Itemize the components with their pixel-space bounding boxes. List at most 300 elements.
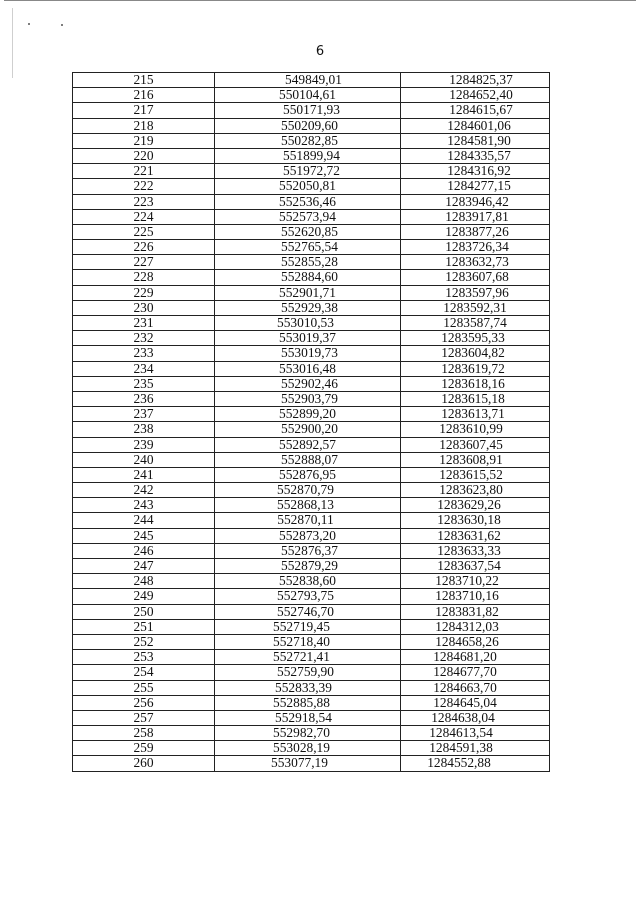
table-row [73,604,550,619]
scan-left-margin-line [12,8,13,78]
x-coordinate-cell [215,574,401,589]
y-coordinate-cell-text: 1283633,33 [437,543,501,558]
table-row [73,619,550,634]
point-number-cell [73,88,215,103]
x-coordinate-cell-text: 552876,95 [279,467,336,482]
point-number-cell-text: 251 [133,619,154,634]
point-number-cell-text: 235 [133,376,154,391]
x-coordinate-cell [215,148,401,163]
table-row [73,346,550,361]
scan-top-border [4,0,636,1]
point-number-cell-text: 230 [133,300,154,315]
y-coordinate-cell [401,680,550,695]
table-row [73,407,550,422]
y-coordinate-cell-text: 1283618,16 [441,376,505,391]
x-coordinate-cell-text: 552765,54 [281,239,338,255]
point-number-cell-text: 258 [133,725,154,741]
x-coordinate-cell-text: 552903,79 [281,391,338,406]
x-coordinate-cell-text: 552929,38 [281,300,338,315]
x-coordinate-cell [215,559,401,574]
y-coordinate-cell-text: 1283613,71 [441,406,505,422]
x-coordinate-cell-text: 551972,72 [283,163,340,179]
y-coordinate-cell-text: 1283710,22 [435,573,499,589]
x-coordinate-cell-text: 552793,75 [277,588,334,604]
point-number-cell [73,103,215,118]
point-number-cell [73,361,215,376]
y-coordinate-cell-text: 1283632,73 [445,254,509,270]
x-coordinate-cell-text: 552902,46 [281,376,338,391]
point-number-cell [73,285,215,300]
y-coordinate-cell-text: 1283597,96 [445,285,509,300]
y-coordinate-cell [401,407,550,422]
x-coordinate-cell-text: 552899,20 [279,406,336,422]
point-number-cell-text: 219 [133,133,154,148]
table-row [73,452,550,467]
x-coordinate-cell [215,224,401,239]
x-coordinate-cell-text: 553028,19 [273,740,330,756]
x-coordinate-cell-text: 553010,53 [277,315,334,330]
point-number-cell [73,559,215,574]
y-coordinate-cell-text: 1283637,54 [437,558,501,573]
scan-speck [61,24,63,26]
point-number-cell-text: 228 [133,269,154,285]
y-coordinate-cell-text: 1283587,74 [443,315,507,330]
x-coordinate-cell [215,103,401,118]
x-coordinate-cell [215,391,401,406]
point-number-cell-text: 243 [133,497,154,513]
scan-speck [28,23,30,25]
point-number-cell [73,452,215,467]
x-coordinate-cell-text: 553019,73 [281,345,338,361]
point-number-cell-text: 253 [133,649,154,665]
table-row [73,164,550,179]
x-coordinate-cell-text: 552838,60 [279,573,336,589]
y-coordinate-cell [401,164,550,179]
x-coordinate-cell [215,452,401,467]
x-coordinate-cell [215,756,401,771]
point-number-cell [73,756,215,771]
point-number-cell-text: 244 [133,512,154,528]
point-number-cell-text: 232 [133,330,154,346]
y-coordinate-cell-text: 1284613,54 [429,725,493,741]
x-coordinate-cell-text: 552870,79 [277,482,334,498]
y-coordinate-cell [401,604,550,619]
table-row [73,543,550,558]
point-number-cell [73,240,215,255]
x-coordinate-cell [215,604,401,619]
x-coordinate-cell [215,619,401,634]
point-number-cell-text: 237 [133,406,154,422]
x-coordinate-cell-text: 551899,94 [283,148,340,163]
y-coordinate-cell [401,224,550,239]
table-row [73,483,550,498]
table-row [73,710,550,725]
y-coordinate-cell-text: 1284316,92 [447,163,511,179]
x-coordinate-cell-text: 553019,37 [279,330,336,346]
x-coordinate-cell [215,513,401,528]
y-coordinate-cell [401,483,550,498]
y-coordinate-cell [401,665,550,680]
table-row [73,285,550,300]
y-coordinate-cell [401,650,550,665]
point-number-cell [73,224,215,239]
point-number-cell [73,604,215,619]
table-row [73,467,550,482]
y-coordinate-cell-text: 1283607,45 [439,437,503,452]
table-row [73,73,550,88]
y-coordinate-cell-text: 1283610,99 [439,421,503,437]
y-coordinate-cell-text: 1284601,06 [447,118,511,133]
point-number-cell [73,619,215,634]
point-number-cell [73,407,215,422]
y-coordinate-cell [401,376,550,391]
x-coordinate-cell-text: 552876,37 [281,543,338,558]
x-coordinate-cell-text: 552050,81 [279,178,336,194]
x-coordinate-cell-text: 552879,29 [281,558,338,573]
point-number-cell [73,467,215,482]
x-coordinate-cell [215,376,401,391]
x-coordinate-cell [215,437,401,452]
y-coordinate-cell-text: 1284658,26 [435,634,499,649]
point-number-cell [73,270,215,285]
point-number-cell-text: 257 [133,710,154,725]
table-row [73,741,550,756]
point-number-cell-text: 246 [133,543,154,558]
table-row [73,300,550,315]
point-number-cell-text: 226 [133,239,154,255]
x-coordinate-cell [215,650,401,665]
y-coordinate-cell-text: 1283615,18 [441,391,505,406]
x-coordinate-cell [215,73,401,88]
x-coordinate-cell [215,179,401,194]
y-coordinate-cell-text: 1283592,31 [443,300,507,315]
coordinates-table-body [73,73,550,772]
x-coordinate-cell-text: 552721,41 [273,649,330,665]
table-row [73,133,550,148]
point-number-cell [73,726,215,741]
y-coordinate-cell [401,528,550,543]
point-number-cell-text: 217 [133,102,154,118]
y-coordinate-cell [401,103,550,118]
point-number-cell-text: 247 [133,558,154,573]
x-coordinate-cell [215,285,401,300]
y-coordinate-cell [401,300,550,315]
x-coordinate-cell [215,498,401,513]
x-coordinate-cell-text: 552901,71 [279,285,336,300]
point-number-cell-text: 225 [133,224,154,239]
y-coordinate-cell-text: 1283831,82 [435,604,499,619]
y-coordinate-cell-text: 1283877,26 [445,224,509,239]
x-coordinate-cell [215,88,401,103]
y-coordinate-cell-text: 1284581,90 [447,133,511,148]
x-coordinate-cell-text: 552719,45 [273,619,330,634]
table-row [73,209,550,224]
y-coordinate-cell [401,437,550,452]
x-coordinate-cell [215,346,401,361]
x-coordinate-cell [215,240,401,255]
table-row [73,680,550,695]
table-row [73,255,550,270]
y-coordinate-cell-text: 1283623,80 [439,482,503,498]
point-number-cell-text: 242 [133,482,154,498]
point-number-cell [73,164,215,179]
y-coordinate-cell [401,726,550,741]
point-number-cell-text: 252 [133,634,154,649]
table-row [73,391,550,406]
x-coordinate-cell [215,589,401,604]
x-coordinate-cell-text: 552892,57 [279,437,336,452]
y-coordinate-cell [401,361,550,376]
y-coordinate-cell-text: 1284825,37 [449,72,513,87]
x-coordinate-cell [215,361,401,376]
point-number-cell-text: 241 [133,467,154,482]
point-number-cell-text: 236 [133,391,154,406]
x-coordinate-cell-text: 552982,70 [273,725,330,741]
table-row [73,726,550,741]
point-number-cell [73,528,215,543]
y-coordinate-cell [401,240,550,255]
y-coordinate-cell [401,285,550,300]
y-coordinate-cell [401,695,550,710]
point-number-cell-text: 259 [133,740,154,756]
y-coordinate-cell-text: 1284312,03 [435,619,499,634]
point-number-cell [73,695,215,710]
y-coordinate-cell [401,316,550,331]
point-number-cell [73,498,215,513]
x-coordinate-cell-text: 552855,28 [281,254,338,270]
x-coordinate-cell [215,543,401,558]
table-row [73,194,550,209]
table-row [73,650,550,665]
point-number-cell [73,634,215,649]
point-number-cell-text: 220 [133,148,154,163]
x-coordinate-cell [215,483,401,498]
table-row [73,224,550,239]
point-number-cell-text: 238 [133,421,154,437]
x-coordinate-cell-text: 550209,60 [281,118,338,133]
x-coordinate-cell-text: 552888,07 [281,452,338,467]
x-coordinate-cell-text: 552746,70 [277,604,334,619]
x-coordinate-cell-text: 552573,94 [279,209,336,224]
table-row [73,665,550,680]
point-number-cell-text: 255 [133,680,154,695]
point-number-cell [73,376,215,391]
y-coordinate-cell [401,346,550,361]
point-number-cell [73,574,215,589]
table-row [73,422,550,437]
point-number-cell [73,422,215,437]
point-number-cell [73,179,215,194]
y-coordinate-cell-text: 1283608,91 [439,452,503,467]
x-coordinate-cell-text: 552918,54 [275,710,332,725]
x-coordinate-cell [215,209,401,224]
x-coordinate-cell [215,407,401,422]
x-coordinate-cell-text: 552900,20 [281,421,338,437]
y-coordinate-cell-text: 1284663,70 [433,680,497,695]
table-row [73,148,550,163]
x-coordinate-cell-text: 552870,11 [277,512,334,528]
x-coordinate-cell [215,118,401,133]
x-coordinate-cell-text: 552718,40 [273,634,330,649]
y-coordinate-cell [401,391,550,406]
table-row [73,695,550,710]
y-coordinate-cell-text: 1283726,34 [445,239,509,255]
x-coordinate-cell-text: 549849,01 [285,72,342,87]
y-coordinate-cell [401,331,550,346]
y-coordinate-cell [401,270,550,285]
point-number-cell [73,391,215,406]
point-number-cell [73,300,215,315]
x-coordinate-cell [215,255,401,270]
point-number-cell-text: 256 [133,695,154,710]
x-coordinate-cell [215,710,401,725]
y-coordinate-cell [401,513,550,528]
y-coordinate-cell [401,634,550,649]
point-number-cell-text: 231 [133,315,154,330]
table-row [73,528,550,543]
x-coordinate-cell-text: 553016,48 [279,361,336,376]
table-row [73,437,550,452]
y-coordinate-cell [401,133,550,148]
point-number-cell-text: 248 [133,573,154,589]
x-coordinate-cell [215,133,401,148]
y-coordinate-cell [401,118,550,133]
y-coordinate-cell-text: 1284552,88 [427,755,491,771]
x-coordinate-cell [215,680,401,695]
y-coordinate-cell-text: 1284645,04 [433,695,497,710]
y-coordinate-cell-text: 1283615,52 [439,467,503,482]
table-row [73,88,550,103]
y-coordinate-cell-text: 1283607,68 [445,269,509,285]
point-number-cell [73,346,215,361]
x-coordinate-cell [215,528,401,543]
x-coordinate-cell-text: 552536,46 [279,194,336,209]
point-number-cell [73,148,215,163]
y-coordinate-cell [401,619,550,634]
point-number-cell-text: 245 [133,528,154,543]
point-number-cell [73,513,215,528]
table-row [73,118,550,133]
point-number-cell-text: 223 [133,194,154,209]
y-coordinate-cell-text: 1284681,20 [433,649,497,665]
point-number-cell [73,73,215,88]
x-coordinate-cell [215,726,401,741]
table-row [73,498,550,513]
table-row [73,513,550,528]
point-number-cell [73,133,215,148]
x-coordinate-cell-text: 550282,85 [281,133,338,148]
x-coordinate-cell [215,164,401,179]
point-number-cell [73,665,215,680]
point-number-cell [73,680,215,695]
y-coordinate-cell-text: 1283619,72 [441,361,505,376]
point-number-cell-text: 222 [133,178,154,194]
x-coordinate-cell-text: 552868,13 [277,497,334,513]
point-number-cell [73,483,215,498]
y-coordinate-cell [401,498,550,513]
y-coordinate-cell-text: 1284591,38 [429,740,493,756]
point-number-cell-text: 221 [133,163,154,179]
y-coordinate-cell [401,467,550,482]
y-coordinate-cell [401,148,550,163]
point-number-cell [73,255,215,270]
point-number-cell [73,710,215,725]
x-coordinate-cell [215,634,401,649]
x-coordinate-cell [215,741,401,756]
x-coordinate-cell [215,467,401,482]
point-number-cell [73,741,215,756]
table-row [73,559,550,574]
table-row [73,634,550,649]
point-number-cell-text: 239 [133,437,154,452]
y-coordinate-cell [401,741,550,756]
y-coordinate-cell [401,255,550,270]
point-number-cell [73,543,215,558]
table-row [73,361,550,376]
y-coordinate-cell-text: 1283629,26 [437,497,501,513]
x-coordinate-cell-text: 552873,20 [279,528,336,543]
table-row [73,103,550,118]
point-number-cell-text: 215 [133,72,154,87]
table-row [73,270,550,285]
table-row [73,589,550,604]
y-coordinate-cell [401,452,550,467]
point-number-cell [73,650,215,665]
point-number-cell-text: 227 [133,254,154,270]
x-coordinate-cell-text: 552620,85 [281,224,338,239]
point-number-cell [73,194,215,209]
point-number-cell-text: 249 [133,588,154,604]
x-coordinate-cell-text: 550171,93 [283,102,340,118]
x-coordinate-cell-text: 552884,60 [281,269,338,285]
x-coordinate-cell [215,422,401,437]
y-coordinate-cell-text: 1283604,82 [441,345,505,361]
y-coordinate-cell-text: 1284615,67 [449,102,513,118]
point-number-cell-text: 240 [133,452,154,467]
x-coordinate-cell-text: 552759,90 [277,664,334,680]
table-row [73,574,550,589]
y-coordinate-cell [401,589,550,604]
point-number-cell [73,437,215,452]
point-number-cell [73,209,215,224]
y-coordinate-cell [401,559,550,574]
table-row [73,240,550,255]
y-coordinate-cell-text: 1283710,16 [435,588,499,604]
point-number-cell [73,316,215,331]
x-coordinate-cell [215,316,401,331]
x-coordinate-cell [215,194,401,209]
coordinates-table [72,72,550,772]
x-coordinate-cell [215,270,401,285]
x-coordinate-cell [215,331,401,346]
y-coordinate-cell [401,88,550,103]
page-number: 6 [315,44,325,59]
y-coordinate-cell-text: 1284677,70 [433,664,497,680]
table-row [73,756,550,771]
x-coordinate-cell [215,300,401,315]
point-number-cell-text: 260 [133,755,154,771]
y-coordinate-cell [401,756,550,771]
point-number-cell-text: 233 [133,345,154,361]
y-coordinate-cell [401,543,550,558]
point-number-cell-text: 218 [133,118,154,133]
point-number-cell-text: 224 [133,209,154,224]
table-row [73,376,550,391]
x-coordinate-cell-text: 550104,61 [279,87,336,103]
y-coordinate-cell [401,73,550,88]
point-number-cell-text: 234 [133,361,154,376]
table-row [73,179,550,194]
